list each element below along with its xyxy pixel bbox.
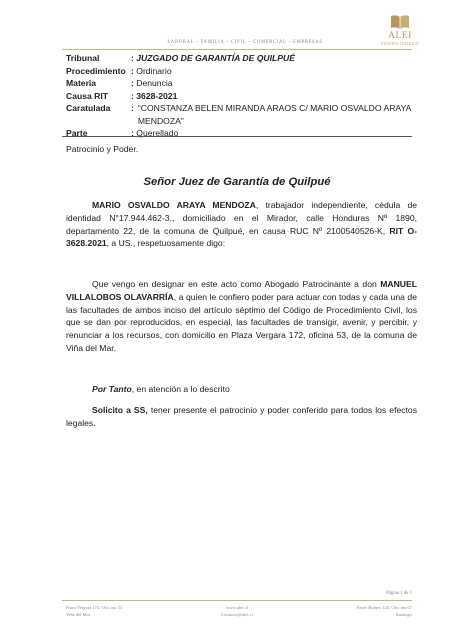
case-value: JUZGADO DE GARANTÍA DE QUILPUÉ [136,53,295,63]
case-value: 3628-2021 [136,90,178,101]
paragraph-2 [66,278,417,355]
paragraph-text: , a US., respetuosamente digo: [106,238,226,249]
open-book-icon [390,14,410,30]
case-label: Caratulada [66,103,111,113]
request-lead: Solicito a SS, [92,405,148,415]
paragraph-text: , en atención a lo descrito [131,384,230,394]
case-row-procedimiento [66,65,421,78]
case-divider [62,136,412,137]
case-separator: : [131,103,134,113]
paragraph-text: tener presente el patrocinio y poder conferido para todos los efectos legales. [66,405,417,428]
case-details-table [66,52,421,140]
footer-divider [62,600,412,601]
logo-subtitle: ESTUDIO JURIDICO [381,42,419,46]
case-separator: : [131,90,134,101]
firm-logo [372,14,428,46]
footer-website[interactable]: www.alei.cl [226,605,248,610]
footer-line: Plaza Vergara 172, Ofic ina 53 [66,605,123,610]
paragraph-text: Que vengo en designar en este acto como Abogado Patrocinante a don [92,279,381,289]
paragraph-1 [66,199,417,250]
rit-number: RIT O-3628.2021 [66,225,417,249]
client-name: MARIO OSVALDO ARAYA MENDOZA [92,200,256,210]
case-separator: : [131,65,134,76]
preamble: Patrocinio y Poder. [66,144,139,154]
footer-line: Paseo Bulnes 120, Ofic ina 67 [356,605,412,610]
case-value: Querellado [136,128,179,138]
footer-contact [200,604,274,618]
paragraph-text: , trabajador independiente, cédula de identidad N°17.944.462-3., domiciliado en el Mirador, calle Honduras Nº 1890, departamento 22, de la comuna de Quilpué, en causa RUC Nº 2100540526-K, [66,200,418,236]
attorney-name: MANUEL VILLALOBOS OLAVARRÍA [66,279,417,302]
footer-address-left [66,604,122,618]
footer-email[interactable]: Contacto@alei.cl [221,612,253,617]
case-row-tribunal [66,52,421,65]
case-label: Tribunal [66,53,100,63]
footer-line: Viña del Mar [66,612,91,617]
footer-address-right [356,604,412,618]
case-row-causa-rit [66,90,421,103]
page-number: Página 1 de 1 [386,591,412,596]
case-label: Procedimiento [66,65,126,76]
header-divider [62,49,412,50]
case-label: Materia [66,78,97,88]
case-row-materia [66,77,421,90]
case-row-caratulada [66,102,421,127]
paragraph-4 [66,404,417,430]
case-separator: : [131,128,134,138]
case-label: Parte [66,128,88,138]
case-value: Denuncia [136,78,173,88]
paragraph-3 [66,383,417,396]
case-label: Causa RIT [66,90,109,101]
case-value: “CONSTANZA BELEN MIRANDA ARAOS C/ MARIO OSVALDO ARAYA MENDOZA” [137,103,411,126]
paragraph-text: , a quien le confiero poder para actuar con todas y cada una de las facultades de ambos inciso del artículo séptimo del Código de Procedimiento Civil, los que se dan por reproducidos, en especial, las facultades de transigir, avenir, y percibir, y renunciar a los recursos, con domicilio en Plaza Vergara 172, oficina 53, de la comuna de Viña del Mar. [66,291,417,353]
header-tagline: LABORAL – FAMILIA – CIVIL – COMERCIAL – EMPRESAS [167,40,323,45]
case-value: Ordinario [136,65,172,76]
footer-line: Santiago [395,612,412,617]
case-row-parte [66,127,421,140]
logo-title: ALEI [388,31,412,41]
case-separator: : [131,53,134,63]
por-tanto-lead: Por Tanto [92,384,132,394]
case-separator: : [131,78,134,88]
document-heading: Señor Juez de Garantía de Quilpué [143,176,331,188]
